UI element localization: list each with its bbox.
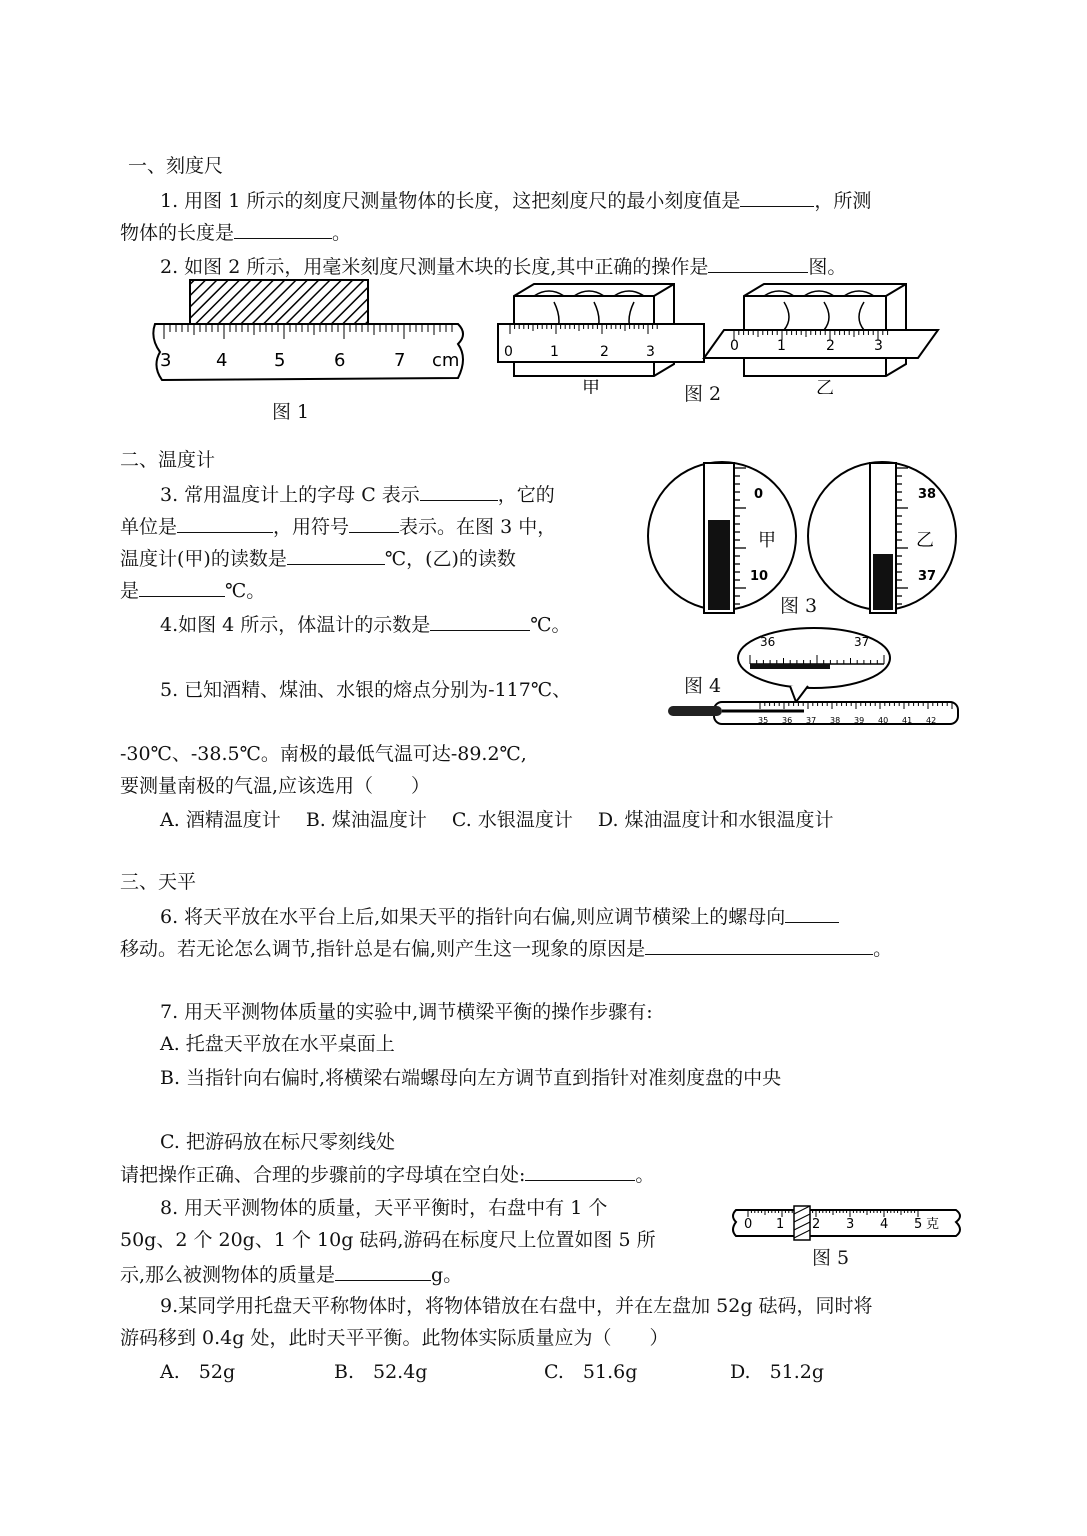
answer-blank[interactable] — [645, 934, 873, 955]
question-7-option-c: C. 把游码放在标尺零刻线处 — [160, 1131, 395, 1153]
scale-tick-label: 1 — [776, 1217, 785, 1232]
ruler-tick-label: 2 — [826, 338, 835, 354]
scale-label: 38 — [830, 716, 841, 725]
ruler-tick-label: 3 — [160, 350, 172, 371]
question-9-line1: 9.某同学用托盘天平称物体时，将物体错放在右盘中，并在左盘加 52g 砝码，同时将 — [160, 1295, 873, 1317]
section-heading-thermometer: 二、温度计 — [120, 449, 216, 471]
answer-blank[interactable] — [708, 252, 808, 273]
ruler-unit: cm — [432, 350, 460, 371]
answer-blank[interactable] — [177, 512, 273, 533]
ruler-tick-label: 1 — [777, 338, 786, 354]
figure-5-balance-scale — [730, 1204, 970, 1244]
answer-blank[interactable] — [740, 186, 814, 207]
label-yi: 乙 — [916, 530, 934, 551]
scale-label: 35 — [758, 716, 769, 725]
scale-tick-label: 3 — [846, 1217, 855, 1232]
ruler-tick-label: 0 — [730, 338, 739, 354]
question-3-line4: 是 ℃。 — [120, 576, 265, 605]
question-8-line2: 50g、2 个 20g、1 个 10g 砝码,游码在标度尺上位置如图 5 所 — [120, 1229, 656, 1251]
question-5-line1: 5. 已知酒精、煤油、水银的熔点分别为-117℃、 — [160, 679, 572, 701]
zoom-mercury — [750, 664, 830, 669]
section-heading-balance: 三、天平 — [120, 871, 197, 893]
scale-label: 38 — [918, 487, 937, 502]
scale-label: 42 — [926, 716, 937, 725]
question-8-line1: 8. 用天平测物体的质量，天平平衡时，右盘中有 1 个 — [160, 1197, 608, 1219]
question-6-line1: 6. 将天平放在水平台上后,如果天平的指针向右偏,则应调节横梁上的螺母向 — [160, 902, 839, 931]
figure-2-caption: 图 2 — [684, 383, 722, 405]
answer-blank[interactable] — [234, 218, 332, 239]
scale-label: 40 — [878, 716, 889, 725]
scale-tick-label: 2 — [812, 1217, 821, 1232]
question-3-line2: 单位是 ，用符号 表示。在图 3 中， — [120, 512, 556, 541]
question-9-option-a: A. 52g — [160, 1361, 236, 1383]
scale-tick-label: 4 — [880, 1217, 889, 1232]
answer-blank[interactable] — [430, 610, 530, 631]
scale-label: 39 — [854, 716, 865, 725]
figure-1-caption: 图 1 — [272, 401, 310, 423]
question-5-line3: 要测量南极的气温,应该选用（ ） — [120, 775, 431, 797]
scale-label: 36 — [782, 716, 793, 725]
question-6-line2: 移动。若无论怎么调节,指针总是右偏,则产生这一现象的原因是 。 — [120, 934, 892, 963]
answer-blank[interactable] — [420, 480, 498, 501]
question-3-line1: 3. 常用温度计上的字母 C 表示 ，它的 — [160, 480, 555, 509]
scale-tick-label: 0 — [744, 1217, 753, 1232]
question-1-line2: 物体的长度是 。 — [120, 218, 351, 247]
scale-unit: 克 — [926, 1217, 940, 1232]
question-5-options: A. 酒精温度计 B. 煤油温度计 C. 水银温度计 D. 煤油温度计和水银温度计 — [160, 809, 834, 831]
ruler-body — [153, 324, 463, 380]
ruler-tick-label: 0 — [504, 344, 513, 360]
figure-3-caption: 图 3 — [780, 595, 818, 617]
question-7-option-b: B. 当指针向右偏时,将横梁右端螺母向左方调节直到指针对准刻度盘的中央 — [160, 1067, 782, 1089]
ruler-tick-label: 4 — [216, 350, 228, 371]
question-5-line2: -30℃、-38.5℃。南极的最低气温可达-89.2℃, — [120, 743, 527, 765]
label-jia: 甲 — [582, 378, 600, 394]
label-yi: 乙 — [816, 378, 834, 394]
label-jia: 甲 — [758, 530, 776, 551]
question-8-line3: 示,那么被测物体的质量是 g。 — [120, 1260, 462, 1289]
ruler-tick-label: 3 — [646, 344, 655, 360]
ruler-tick-label: 6 — [334, 350, 346, 371]
ruler-tick-label: 3 — [874, 338, 883, 354]
question-9-option-d: D. 51.2g — [730, 1361, 825, 1383]
hatched-block — [190, 280, 368, 324]
figure-1-ruler — [150, 278, 470, 388]
question-7-option-a: A. 托盘天平放在水平桌面上 — [160, 1033, 395, 1055]
question-2: 2. 如图 2 所示，用毫米刻度尺测量木块的长度,其中正确的操作是 图。 — [160, 252, 846, 281]
question-3-line3: 温度计(甲)的读数是 ℃，(乙)的读数 — [120, 544, 516, 573]
question-9-line2: 游码移到 0.4g 处，此时天平平衡。此物体实际质量应为（ ） — [120, 1327, 669, 1349]
scale-label: 37 — [806, 716, 817, 725]
section-heading-ruler: 一、刻度尺 — [128, 155, 224, 177]
question-4: 4.如图 4 所示，体温计的示数是 ℃。 — [160, 610, 571, 639]
question-9-option-c: C. 51.6g — [544, 1361, 638, 1383]
scale-label: 37 — [918, 569, 937, 584]
question-7-line2: 请把操作正确、合理的步骤前的字母填在空白处: 。 — [120, 1160, 654, 1189]
answer-blank[interactable] — [335, 1260, 431, 1281]
scale-label: 0 — [754, 487, 764, 502]
answer-blank[interactable] — [349, 512, 399, 533]
zoom-label: 36 — [760, 635, 776, 649]
scale-tick-label: 5 — [914, 1217, 923, 1232]
ruler-tick-label: 5 — [274, 350, 286, 371]
answer-blank[interactable] — [287, 544, 385, 565]
answer-blank[interactable] — [139, 576, 225, 597]
ruler-tick-label: 2 — [600, 344, 609, 360]
zoom-label: 37 — [854, 635, 870, 649]
scale-label: 10 — [750, 569, 769, 584]
ruler-tick-label: 1 — [550, 344, 559, 360]
mercury-column-yi — [873, 554, 893, 610]
figure-2 — [494, 282, 942, 394]
figure-4-caption: 图 4 — [684, 675, 722, 697]
answer-blank[interactable] — [525, 1160, 635, 1181]
scale-label: 41 — [902, 716, 913, 725]
question-9-option-b: B. 52.4g — [334, 1361, 428, 1383]
mercury-column-jia — [708, 520, 730, 610]
question-7-line1: 7. 用天平测物体质量的实验中,调节横梁平衡的操作步骤有: — [160, 1001, 653, 1023]
figure-5-caption: 图 5 — [812, 1247, 850, 1269]
ruler-tick-label: 7 — [394, 350, 406, 371]
answer-blank[interactable] — [785, 902, 839, 923]
question-1-line1: 1. 用图 1 所示的刻度尺测量物体的长度，这把刻度尺的最小刻度值是 ，所测 — [160, 186, 871, 215]
